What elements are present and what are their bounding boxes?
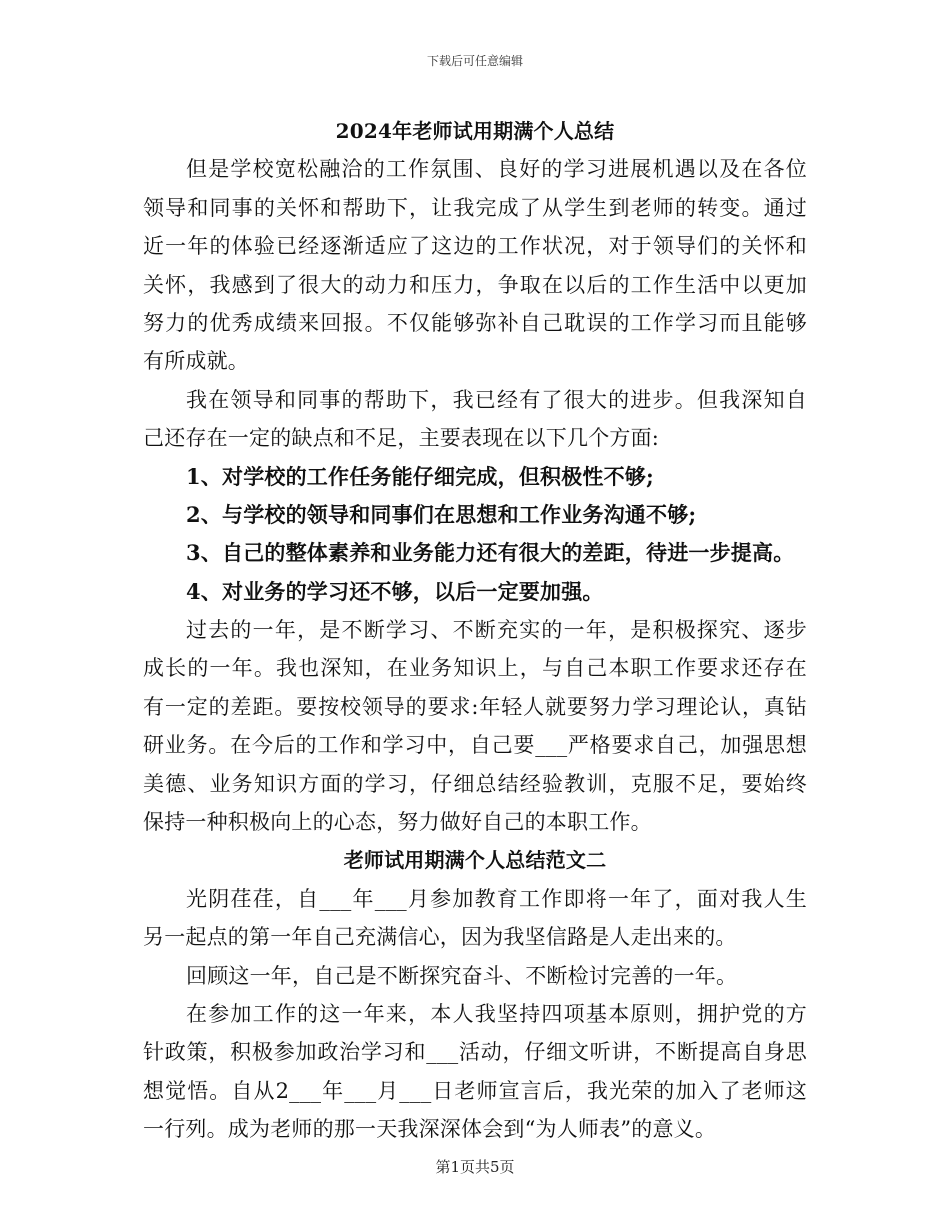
list-item: 2、与学校的领导和同事们在思想和工作业务沟通不够; (186, 501, 697, 527)
paragraph-line: 有一定的差距。要按校领导的要求:年轻人就要努力学习理论认，真钻 (143, 694, 807, 719)
paragraph-line: 但是学校宽松融洽的工作氛围、良好的学习进展机遇以及在各位 (186, 157, 807, 182)
paragraph-line: 在参加工作的这一年来，本人我坚持四项基本原则，拥护党的方 (186, 1001, 807, 1026)
paragraph-line: 另一起点的第一年自己充满信心，因为我坚信路是人走出来的。 (143, 925, 737, 950)
paragraph-line: 光阴荏荏，自___年___月参加教育工作即将一年了，面对我人生 (186, 886, 807, 911)
paragraph-line: 关怀，我感到了很大的动力和压力，争取在以后的工作生活中以更加 (143, 272, 807, 297)
list-item: 3、自己的整体素养和业务能力还有很大的差距，待进一步提高。 (186, 540, 795, 566)
document-title: 2024年老师试用期满个人总结 (335, 119, 615, 143)
paragraph-line: 美德、业务知识方面的学习，仔细总结经验教训，克服不足，要始终 (143, 771, 807, 796)
paragraph-line: 一行列。成为老师的那一天我深深体会到“为人师表”的意义。 (143, 1117, 717, 1142)
section-title: 老师试用期满个人总结范文二 (343, 848, 607, 873)
paragraph-line: 想觉悟。自从2___年___月___日老师宣言后，我光荣的加入了老师这 (143, 1078, 807, 1103)
paragraph-line: 努力的优秀成绩来回报。不仅能够弥补自己耽误的工作学习而且能够 (143, 310, 807, 335)
paragraph-line: 针政策，积极参加政治学习和___活动，仔细文听讲，不断提高自身思 (143, 1040, 807, 1065)
paragraph-line: 我在领导和同事的帮助下，我已经有了很大的进步。但我深知自 (186, 387, 807, 412)
list-item: 1、对学校的工作任务能仔细完成，但积极性不够; (186, 463, 654, 489)
paragraph-line: 研业务。在今后的工作和学习中，自己要___严格要求自己，加强思想 (143, 733, 807, 758)
paragraph-line: 回顾这一年，自己是不断探究奋斗、不断检讨完善的一年。 (186, 963, 738, 988)
header-note: 下载后可任意编辑 (426, 54, 523, 68)
paragraph-line: 己还存在一定的缺点和不足，主要表现在以下几个方面: (143, 426, 660, 451)
document-body (143, 112, 807, 1149)
paragraph-line: 保持一种积极向上的心态，努力做好自己的本职工作。 (143, 810, 652, 835)
paragraph-line: 近一年的体验已经逐渐适应了这边的工作状况，对于领导们的关怀和 (143, 234, 807, 259)
paragraph-line: 领导和同事的关怀和帮助下，让我完成了从学生到老师的转变。通过 (143, 195, 807, 220)
paragraph-line: 过去的一年，是不断学习、不断充实的一年，是积极探究、逐步 (186, 618, 807, 643)
list-item: 4、对业务的学习还不够，以后一定要加强。 (186, 578, 604, 604)
paragraph-line: 成长的一年。我也深知，在业务知识上，与自己本职工作要求还存在 (143, 656, 807, 681)
paragraph-line: 有所成就。 (143, 349, 249, 374)
page-number: 第1页共5页 (435, 1158, 515, 1176)
